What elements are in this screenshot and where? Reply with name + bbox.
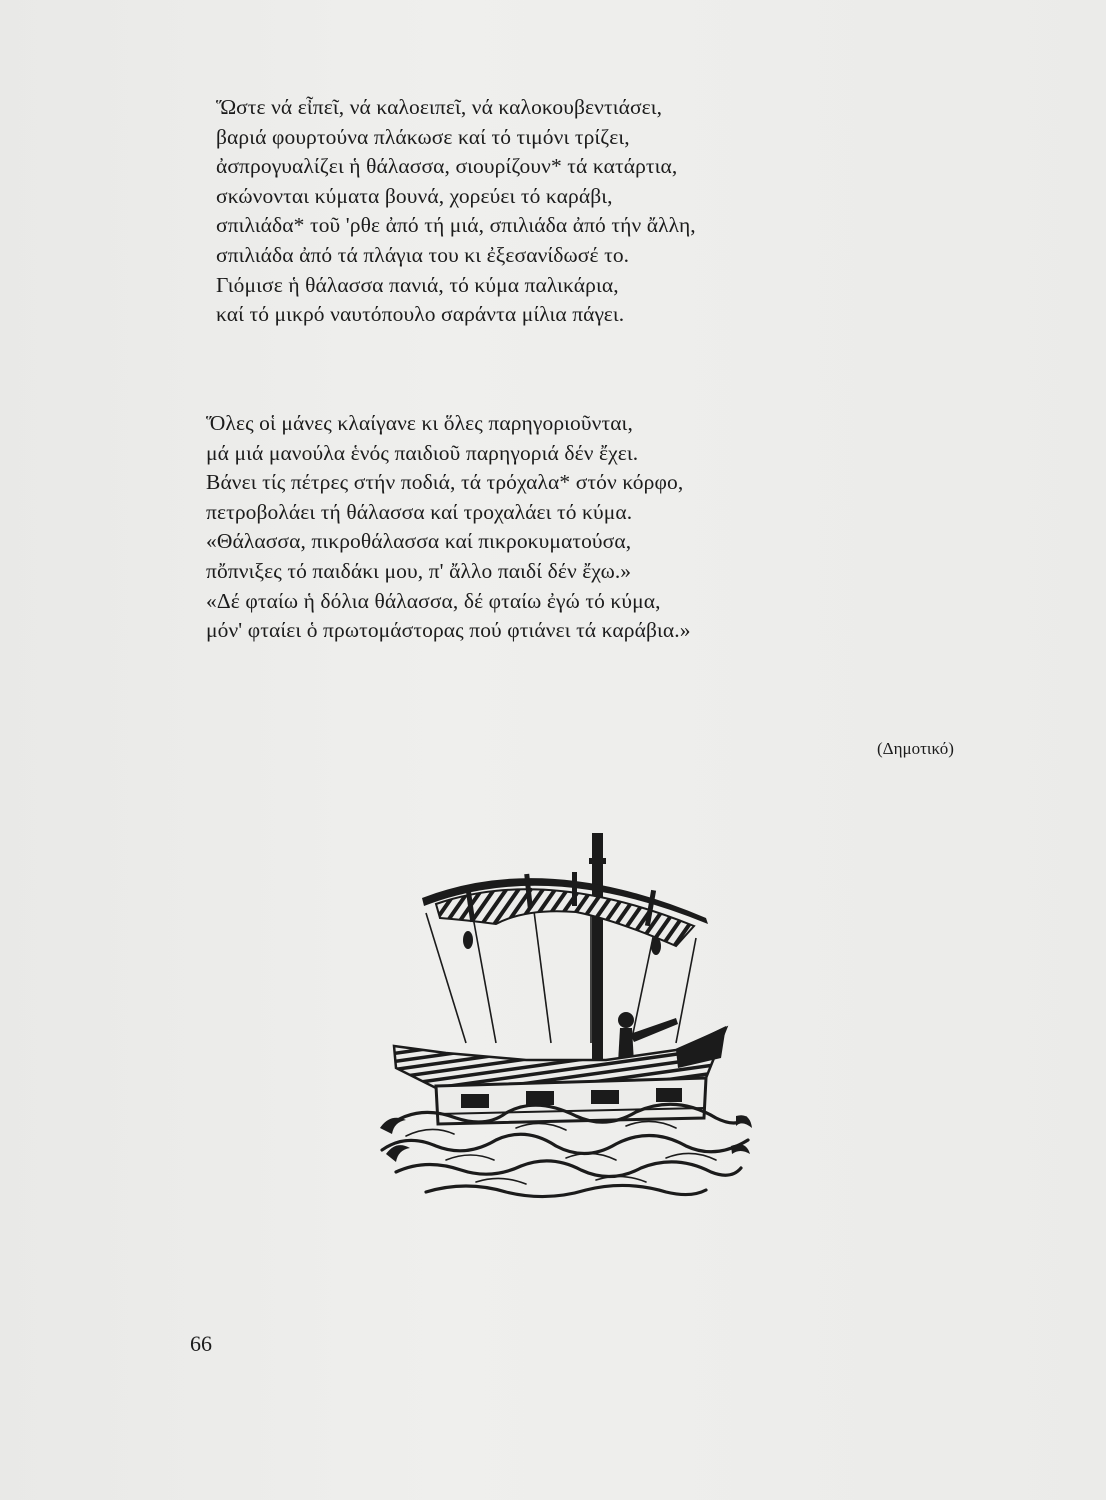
poem-line: πὄπνιξες τό παιδάκι μου, π' ἄλλο παιδί δέν ἔχω.»: [206, 558, 632, 583]
poem-line: «Θάλασσα, πικροθάλασσα καί πικροκυματούσα,: [206, 529, 632, 554]
poem-stanza-1: [216, 93, 696, 330]
poem-line: μόν' φταίει ὁ πρωτομάστορας πού φτιάνει τά καράβια.»: [206, 618, 691, 643]
poem-line: πετροβολάει τή θάλασσα καί τροχαλάει τό κύμα.: [206, 499, 633, 524]
poem-line: «Δέ φταίω ἡ δόλια θάλασσα, δέ φταίω ἐγώ τό κύμα,: [206, 588, 661, 613]
page-number: 66: [190, 1331, 212, 1356]
poem-line: μά μιά μανούλα ἑνός παιδιοῦ παρηγοριά δέν ἔχει.: [206, 440, 639, 465]
poem-line: βαριά φουρτούνα πλάκωσε καί τό τιμόνι τρίζει,: [216, 124, 630, 149]
poem-stanza-2: [206, 409, 691, 646]
poem-line: ἀσπρογυαλίζει ἡ θάλασσα, σιουρίζουν* τά κατάρτια,: [216, 154, 678, 179]
poem-line: σπιλιάδα* τοῦ 'ρθε ἀπό τή μιά, σπιλιάδα ἀπό τήν ἄλλη,: [216, 213, 696, 238]
poem-line: Βάνει τίς πέτρες στήν ποδιά, τά τρόχαλα* στόν κόρφο,: [206, 470, 684, 495]
poem-line: καί τό μικρό ναυτόπουλο σαράντα μίλια πάγει.: [216, 302, 625, 327]
poem-line: σκώνονται κύματα βουνά, χορεύει τό καράβι,: [216, 183, 613, 208]
poem-attribution: (Δημοτικό): [877, 739, 954, 758]
poem-line: Ὅλες οἱ μάνες κλαίγανε κι ὅλες παρηγοριοῦνται,: [206, 411, 633, 435]
sailing-ship-icon: [376, 828, 756, 1208]
poem-line: Ὥστε νά εἶπεῖ, νά καλοειπεῖ, νά καλοκουβεντιάσει,: [216, 95, 663, 119]
poem-line: σπιλιάδα ἀπό τά πλάγια του κι ἐξεσανίδωσέ το.: [216, 242, 630, 267]
poem-line: Γιόμισε ἡ θάλασσα πανιά, τό κύμα παλικάρια,: [216, 272, 619, 297]
